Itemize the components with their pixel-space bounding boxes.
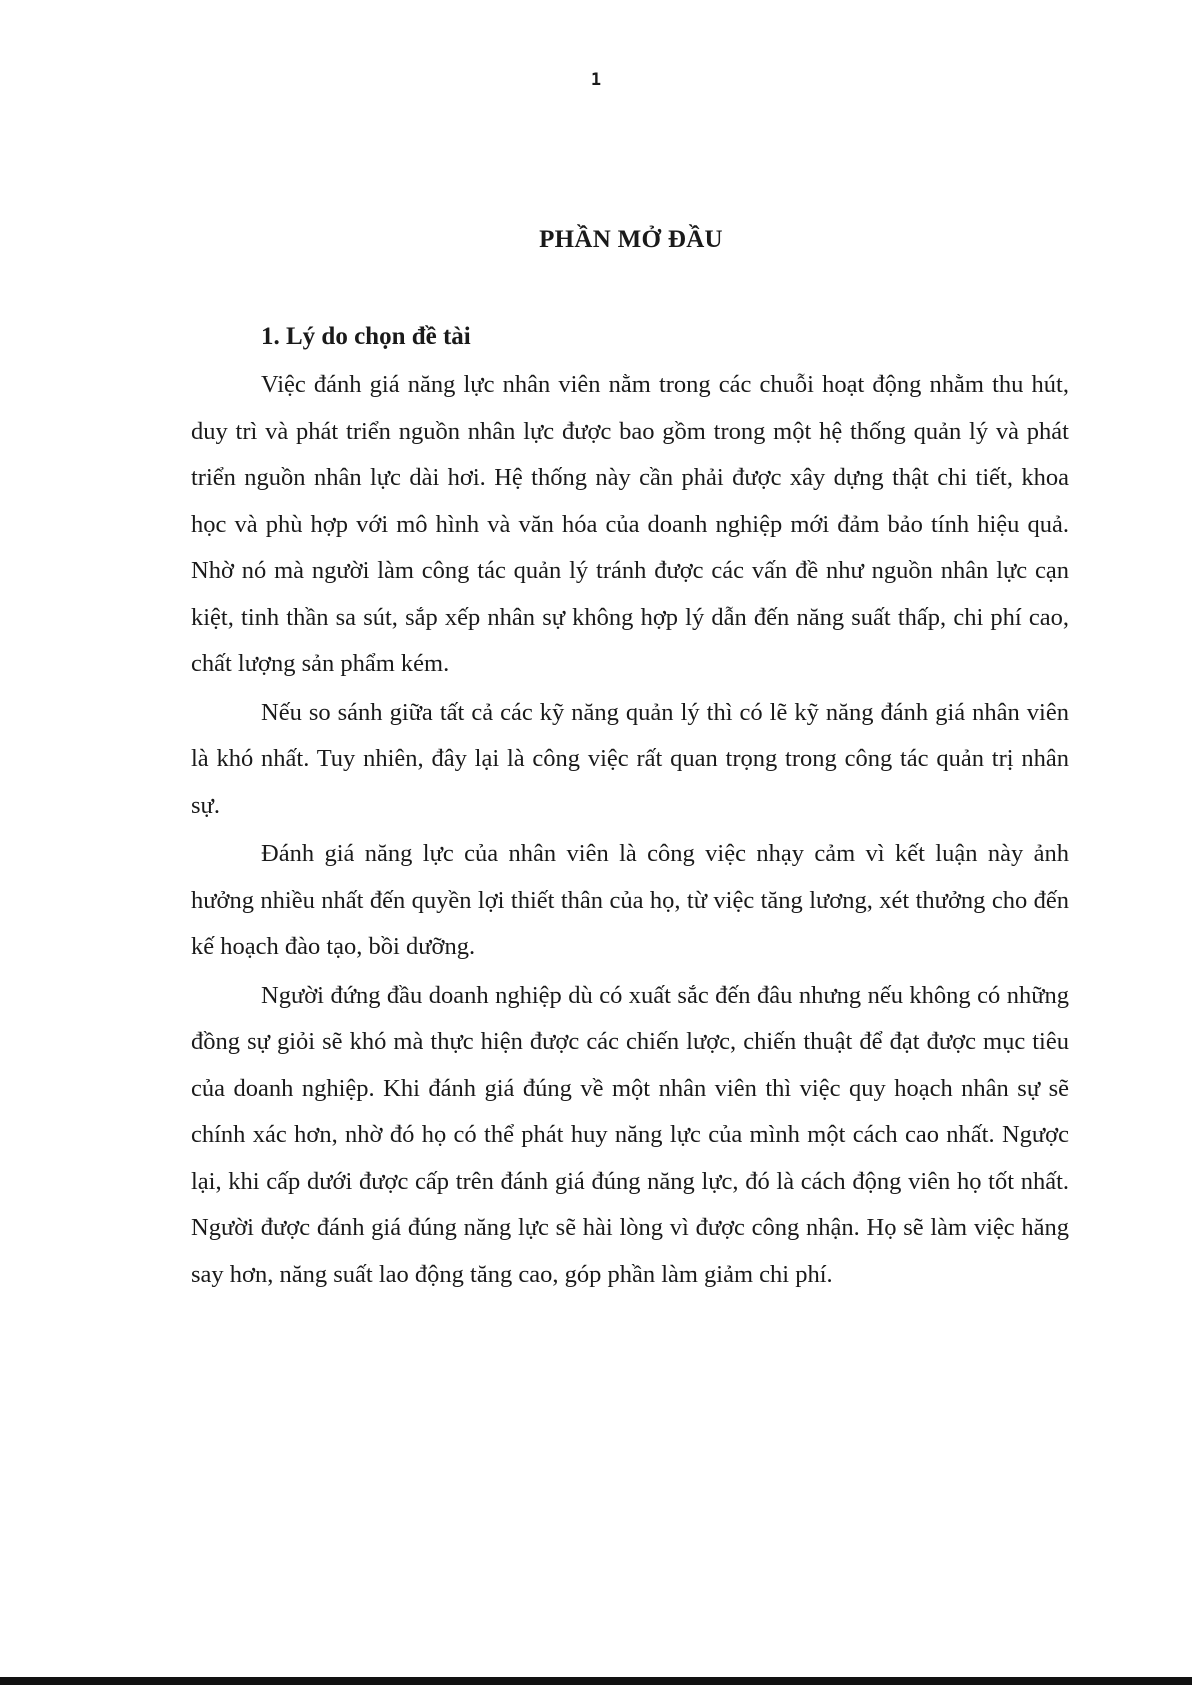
paragraph-1: Việc đánh giá năng lực nhân viên nằm trong các chuỗi hoạt động nhằm thu hút, duy trì và phát triển nguồn nhân lực được bao gồm trong một hệ thống quản lý và phát triển nguồn nhân lực dài hơi. Hệ thống này cần phải được xây dựng thật chi tiết, khoa học và phù hợp với mô hình và văn hóa của doanh nghiệp mới đảm bảo tính hiệu quả. Nhờ nó mà người làm công tác quản lý tránh được các vấn đề như nguồn nhân lực cạn kiệt, tinh thần sa sút, sắp xếp nhân sự không hợp lý dẫn đến năng suất thấp, chi phí cao, chất lượng sản phẩm kém. <box>191 371 1069 677</box>
paragraph-2: Nếu so sánh giữa tất cả các kỹ năng quản lý thì có lẽ kỹ năng đánh giá nhân viên là khó nhất. Tuy nhiên, đây lại là công việc rất quan trọng trong công tác quản trị nhân sự. <box>191 698 1069 819</box>
page-number: 1 <box>590 70 602 90</box>
paragraph-4: Người đứng đầu doanh nghiệp dù có xuất sắc đến đâu nhưng nếu không có những đồng sự giỏi sẽ khó mà thực hiện được các chiến lược, chiến thuật để đạt được mục tiêu của doanh nghiệp. Khi đánh giá đúng về một nhân viên thì việc quy hoạch nhân sự sẽ chính xác hơn, nhờ đó họ có thể phát huy năng lực của mình một cách cao nhất. Ngược lại, khi cấp dưới được cấp trên đánh giá đúng năng lực, đó là cách động viên họ tốt nhất. Người được đánh giá đúng năng lực sẽ hài lòng vì được công nhận. Họ sẽ làm việc hăng say hơn, năng suất lao động tăng cao, góp phần làm giảm chi phí. <box>191 981 1069 1288</box>
paragraph-3: Đánh giá năng lực của nhân viên là công việc nhạy cảm vì kết luận này ảnh hưởng nhiều nhất đến quyền lợi thiết thân của họ, từ việc tăng lương, xét thưởng cho đến kế hoạch đào tạo, bồi dưỡng. <box>191 840 1069 960</box>
section-heading: 1. Lý do chọn đề tài <box>261 323 471 350</box>
bottom-edge-bar <box>0 1677 1192 1685</box>
chapter-title: PHẦN MỞ ĐẦU <box>539 226 723 253</box>
document-body <box>191 318 1069 1300</box>
